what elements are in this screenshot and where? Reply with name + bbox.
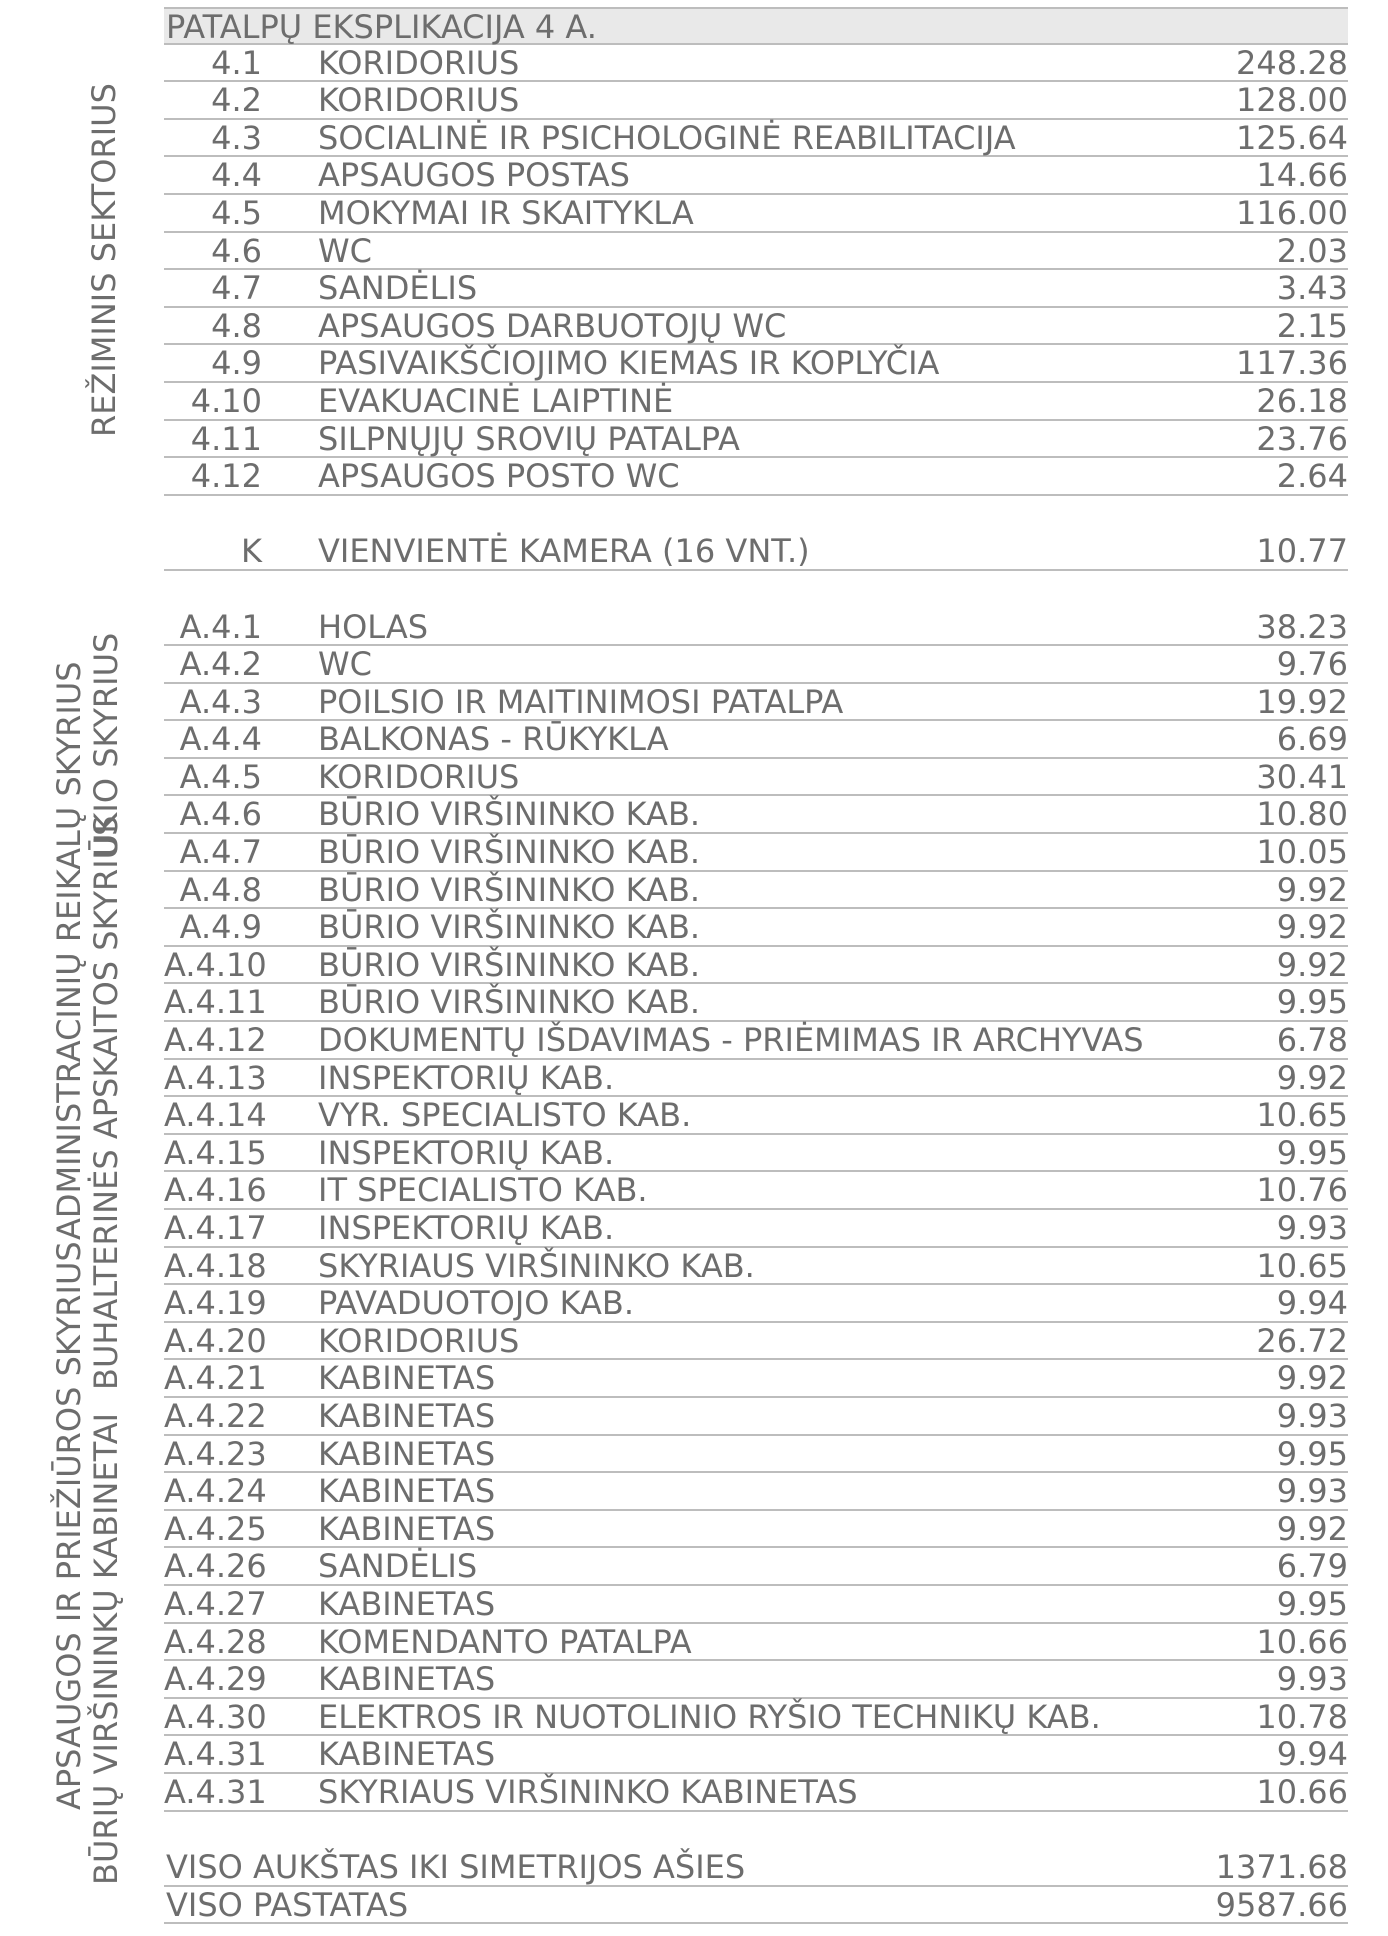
room-area: 9.94 [1276,1735,1348,1774]
room-area: 125.64 [1236,118,1348,157]
room-name: PASIVAIKŠČIOJIMO KIEMAS IR KOPLYČIA [318,344,940,383]
table-row [164,345,1348,383]
room-code: 4.4 [211,156,262,195]
room-area: 2.64 [1276,457,1348,496]
room-area: 23.76 [1256,419,1348,458]
table-row [164,1135,1348,1173]
room-area: 10.80 [1256,795,1348,834]
room-name: KABINETAS [318,1434,496,1473]
table-row [164,270,1348,308]
room-code: A.4.2 [179,645,262,684]
room-area: 9.95 [1276,1434,1348,1473]
room-code: A.4.29 [164,1660,267,1699]
room-code: A.4.13 [164,1058,267,1097]
room-code: A.4.4 [179,720,262,759]
room-area: 6.69 [1276,720,1348,759]
room-name: BŪRIO VIRŠININKO KAB. [318,983,701,1022]
room-name: KORIDORIUS [318,1321,520,1360]
explication-table [164,7,1348,1924]
room-code: A.4.31 [164,1735,267,1774]
room-code: A.4.15 [164,1133,267,1172]
room-code: A.4.20 [164,1321,267,1360]
room-code: A.4.28 [164,1622,267,1661]
room-name: IT SPECIALISTO KAB. [318,1171,648,1210]
total-value: 9587.66 [1215,1885,1348,1924]
room-name: KABINETAS [318,1359,496,1398]
room-area: 128.00 [1236,81,1348,120]
side-label-administrative: ADMINISTRACINIŲ REIKALŲ SKYRIUS [50,661,88,1240]
room-name: SKYRIAUS VIRŠININKO KAB. [318,1246,755,1285]
table-row [164,1360,1348,1398]
table-row [164,421,1348,459]
table-row [164,120,1348,158]
room-area: 10.65 [1256,1096,1348,1135]
table-row [164,984,1348,1022]
room-code: A.4.24 [164,1472,267,1511]
table-row [164,1548,1348,1586]
room-area: 9.92 [1276,870,1348,909]
room-code: 4.10 [190,381,262,420]
room-code: 4.12 [190,457,262,496]
room-code: A.4.16 [164,1171,267,1210]
room-name: APSAUGOS POSTAS [318,156,630,195]
room-code: 4.2 [211,81,262,120]
room-area: 26.72 [1256,1321,1348,1360]
room-code: 4.5 [211,193,262,232]
table-row [164,646,1348,684]
table-row [164,947,1348,985]
room-name: EVAKUACINĖ LAIPTINĖ [318,381,674,420]
room-name: BŪRIO VIRŠININKO KAB. [318,833,701,872]
side-label-security: APSAUGOS IR PRIEŽIŪROS SKYRIUS [50,1241,88,1810]
room-name: KABINETAS [318,1509,496,1548]
table-row [164,1172,1348,1210]
room-area: 9.95 [1276,1133,1348,1172]
room-name: KABINETAS [318,1660,496,1699]
room-area: 9.93 [1276,1472,1348,1511]
room-code: A.4.23 [164,1434,267,1473]
room-code: A.4.5 [179,757,262,796]
room-area: 10.77 [1256,532,1348,571]
room-area: 117.36 [1236,344,1348,383]
room-code: A.4.26 [164,1547,267,1586]
room-area: 2.03 [1276,231,1348,270]
table-row [164,796,1348,834]
table-row [164,1398,1348,1436]
table-header [164,7,1348,45]
room-code: A.4.14 [164,1096,267,1135]
room-name: SOCIALINĖ IR PSICHOLOGINĖ REABILITACIJA [318,118,1016,157]
room-code: 4.1 [211,43,262,82]
table-row [164,308,1348,346]
room-area: 9.92 [1276,908,1348,947]
room-name: POILSIO IR MAITINIMOSI PATALPA [318,682,844,721]
room-code: A.4.25 [164,1509,267,1548]
room-code: A.4.17 [164,1209,267,1247]
table-title: PATALPŲ EKSPLIKACIJA 4 A. [166,8,597,46]
room-name: VYR. SPECIALISTO KAB. [318,1096,692,1135]
room-area: 9.76 [1276,645,1348,684]
table-row [164,1511,1348,1549]
room-code: A.4.30 [164,1697,267,1736]
room-name: INSPEKTORIŲ KAB. [318,1133,615,1172]
table-row [164,1285,1348,1323]
room-code: K [241,532,262,571]
room-code: 4.7 [211,269,262,308]
room-code: A.4.22 [164,1396,267,1435]
side-label-maintenance: ŪKIO SKYRIUS [87,632,125,857]
room-name: KABINETAS [318,1396,496,1435]
room-area: 9.93 [1276,1209,1348,1247]
room-name: HOLAS [318,607,429,646]
table-row [164,1097,1348,1135]
room-area: 6.79 [1276,1547,1348,1586]
room-area: 10.76 [1256,1171,1348,1210]
room-name: INSPEKTORIŲ KAB. [318,1209,615,1247]
room-code: A.4.19 [164,1284,267,1323]
total-label: VISO AUKŠTAS IKI SIMETRIJOS AŠIES [166,1848,746,1887]
room-code: A.4.18 [164,1246,267,1285]
room-name: MOKYMAI IR SKAITYKLA [318,193,694,232]
room-code: 4.3 [211,118,262,157]
table-row [164,834,1348,872]
room-name: ELEKTROS IR NUOTOLINIO RYŠIO TECHNIKŲ KAB. [318,1697,1101,1736]
room-name: INSPEKTORIŲ KAB. [318,1058,615,1097]
room-name: APSAUGOS DARBUOTOJŲ WC [318,306,787,345]
room-area: 10.65 [1256,1246,1348,1285]
table-row [164,1473,1348,1511]
room-name: BŪRIO VIRŠININKO KAB. [318,945,701,984]
room-area: 9.94 [1276,1284,1348,1323]
room-name: DOKUMENTŲ IŠDAVIMAS - PRIĖMIMAS IR ARCHYVAS [318,1021,1144,1060]
room-code: A.4.6 [179,795,262,834]
table-row [164,1774,1348,1812]
table-row [164,1248,1348,1286]
table-row [164,45,1348,83]
table-row [164,684,1348,722]
total-building-row [164,1887,1348,1925]
room-area: 38.23 [1256,607,1348,646]
total-value: 1371.68 [1215,1848,1348,1887]
room-area: 10.66 [1256,1622,1348,1661]
room-code: 4.8 [211,306,262,345]
room-name: KABINETAS [318,1735,496,1774]
room-area: 14.66 [1256,156,1348,195]
room-area: 26.18 [1256,381,1348,420]
room-name: PAVADUOTOJO KAB. [318,1284,635,1323]
room-code: 4.6 [211,231,262,270]
room-code: A.4.12 [164,1021,267,1060]
table-row [164,233,1348,271]
table-row [164,195,1348,233]
room-area: 116.00 [1236,193,1348,232]
room-area: 30.41 [1256,757,1348,796]
room-area: 3.43 [1276,269,1348,308]
table-row [164,383,1348,421]
room-code: A.4.27 [164,1584,267,1623]
table-row [164,1436,1348,1474]
room-name: KORIDORIUS [318,757,520,796]
room-code: 4.11 [190,419,262,458]
room-code: A.4.11 [164,983,267,1022]
table-row [164,1323,1348,1361]
room-area: 248.28 [1236,43,1348,82]
table-row [164,82,1348,120]
room-area: 2.15 [1276,306,1348,345]
table-row [164,1022,1348,1060]
room-area: 9.92 [1276,945,1348,984]
side-label-accounting: BUHALTERINĖS APSKAITOS SKYRIUS [87,815,125,1390]
room-code: A.4.21 [164,1359,267,1398]
room-code: A.4.7 [179,833,262,872]
spacer [164,496,1348,534]
side-label-squad-offices: BŪRIŲ VIRŠININKŲ KABINETAI [87,1412,125,1885]
table-row [164,609,1348,647]
room-code: 4.9 [211,344,262,383]
side-label-regime-sector: REŽIMINIS SEKTORIUS [85,83,123,437]
table-row [164,1210,1348,1248]
room-code: A.4.10 [164,945,267,984]
room-name: BŪRIO VIRŠININKO KAB. [318,908,701,947]
room-area: 10.66 [1256,1772,1348,1811]
table-row [164,1624,1348,1662]
room-name: WC [318,645,372,684]
room-name: BŪRIO VIRŠININKO KAB. [318,795,701,834]
camera-row [164,533,1348,571]
regime-sector-rows [164,45,1348,496]
room-area: 9.93 [1276,1396,1348,1435]
table-row [164,721,1348,759]
total-floor-row [164,1849,1348,1887]
room-name: KABINETAS [318,1472,496,1511]
spacer [164,571,1348,609]
total-label: VISO PASTATAS [166,1885,409,1924]
room-name: WC [318,231,372,270]
table-row [164,1661,1348,1699]
table-row [164,872,1348,910]
room-name: BŪRIO VIRŠININKO KAB. [318,870,701,909]
room-code: A.4.8 [179,870,262,909]
room-name: KORIDORIUS [318,81,520,120]
room-name: KORIDORIUS [318,43,520,82]
room-code: A.4.9 [179,908,262,947]
room-area: 9.92 [1276,1509,1348,1548]
table-row [164,458,1348,496]
table-row [164,1060,1348,1098]
table-row [164,759,1348,797]
room-name: APSAUGOS POSTO WC [318,457,680,496]
room-area: 9.92 [1276,1058,1348,1097]
room-name: SANDĖLIS [318,1547,478,1586]
room-area: 6.78 [1276,1021,1348,1060]
table-row [164,909,1348,947]
spacer [164,1812,1348,1850]
room-name: VIENVIENTĖ KAMERA (16 VNT.) [318,532,810,571]
room-area: 9.95 [1276,1584,1348,1623]
room-name: SILPNŲJŲ SROVIŲ PATALPA [318,419,740,458]
room-code: A.4.31 [164,1772,267,1811]
room-area: 10.78 [1256,1697,1348,1736]
table-row [164,157,1348,195]
room-name: KABINETAS [318,1584,496,1623]
room-code: A.4.3 [179,682,262,721]
admin-sector-rows [164,609,1348,1812]
table-row [164,1699,1348,1737]
room-name: SKYRIAUS VIRŠININKO KABINETAS [318,1772,858,1811]
table-row [164,1586,1348,1624]
room-name: SANDĖLIS [318,269,478,308]
room-area: 9.92 [1276,1359,1348,1398]
room-area: 19.92 [1256,682,1348,721]
room-area: 9.93 [1276,1660,1348,1699]
table-row [164,1736,1348,1774]
room-name: KOMENDANTO PATALPA [318,1622,692,1661]
room-name: BALKONAS - RŪKYKLA [318,720,669,759]
room-area: 10.05 [1256,833,1348,872]
room-area: 9.95 [1276,983,1348,1022]
room-code: A.4.1 [179,607,262,646]
